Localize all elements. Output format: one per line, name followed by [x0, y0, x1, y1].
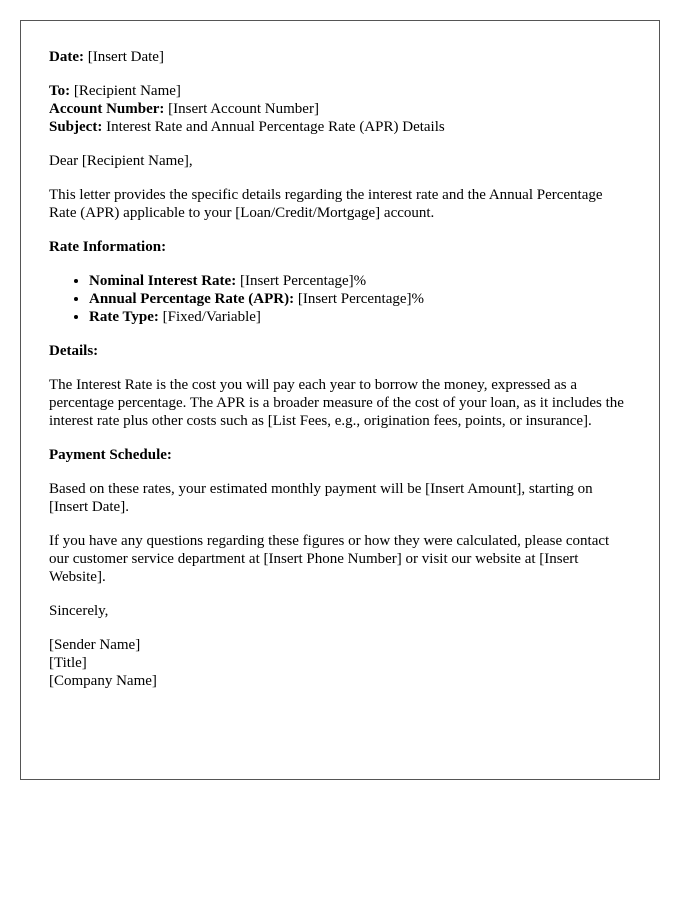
rate-type-label: Rate Type: [89, 309, 159, 325]
details-paragraph: The Interest Rate is the cost you will pay each year to borrow the money, expressed as a percentage percentage. The APR is a broader measure of the cost of your loan, as it includes the interest rate plus other costs such as [List Fees, e.g., origination fees, points, or insurance]. [49, 377, 624, 429]
rate-info-heading [49, 238, 631, 256]
list-item [89, 290, 631, 308]
salutation: Dear [Recipient Name], [49, 153, 193, 169]
sender-name: [Sender Name] [49, 637, 141, 653]
nominal-rate-label: Nominal Interest Rate: [89, 273, 237, 289]
apr-label: Annual Percentage Rate (APR): [89, 291, 295, 307]
to-label: To: [49, 83, 71, 99]
closing: Sincerely, [49, 603, 109, 619]
subject-value: Interest Rate and Annual Percentage Rate (APR) Details [106, 119, 445, 135]
list-item [89, 272, 631, 290]
details-heading-text: Details: [49, 343, 99, 359]
letter [20, 20, 660, 780]
apr-value: [Insert Percentage]% [297, 291, 425, 307]
rate-list [49, 272, 631, 326]
nominal-rate-value: [Insert Percentage]% [239, 273, 367, 289]
subject-label: Subject: [49, 119, 103, 135]
company-name: [Company Name] [49, 673, 157, 689]
details-heading [49, 342, 631, 360]
to-value: [Recipient Name] [73, 83, 181, 99]
subject-line [49, 118, 631, 136]
payment-heading [49, 446, 631, 464]
date-label: Date: [49, 49, 84, 65]
account-label: Account Number: [49, 101, 165, 117]
date-line [49, 48, 631, 66]
contact-paragraph: If you have any questions regarding these figures or how they were calculated, please contact our customer service department at [Insert Phone Number] or visit our website at [Insert Website]. [49, 533, 610, 585]
sender-title: [Title] [49, 655, 87, 671]
list-item [89, 308, 631, 326]
rate-type-value: [Fixed/Variable] [162, 309, 261, 325]
intro-paragraph: This letter provides the specific details regarding the interest rate and the Annual Percentage Rate (APR) applicable to your [Loan/Credit/Mortgage] account. [49, 187, 603, 221]
date-value: [Insert Date] [87, 49, 164, 65]
rate-info-heading-text: Rate Information: [49, 239, 167, 255]
payment-heading-text: Payment Schedule: [49, 447, 172, 463]
to-line [49, 82, 631, 100]
account-value: [Insert Account Number] [168, 101, 319, 117]
account-line [49, 100, 631, 118]
payment-paragraph: Based on these rates, your estimated monthly payment will be [Insert Amount], starting on [Insert Date]. [49, 481, 593, 515]
